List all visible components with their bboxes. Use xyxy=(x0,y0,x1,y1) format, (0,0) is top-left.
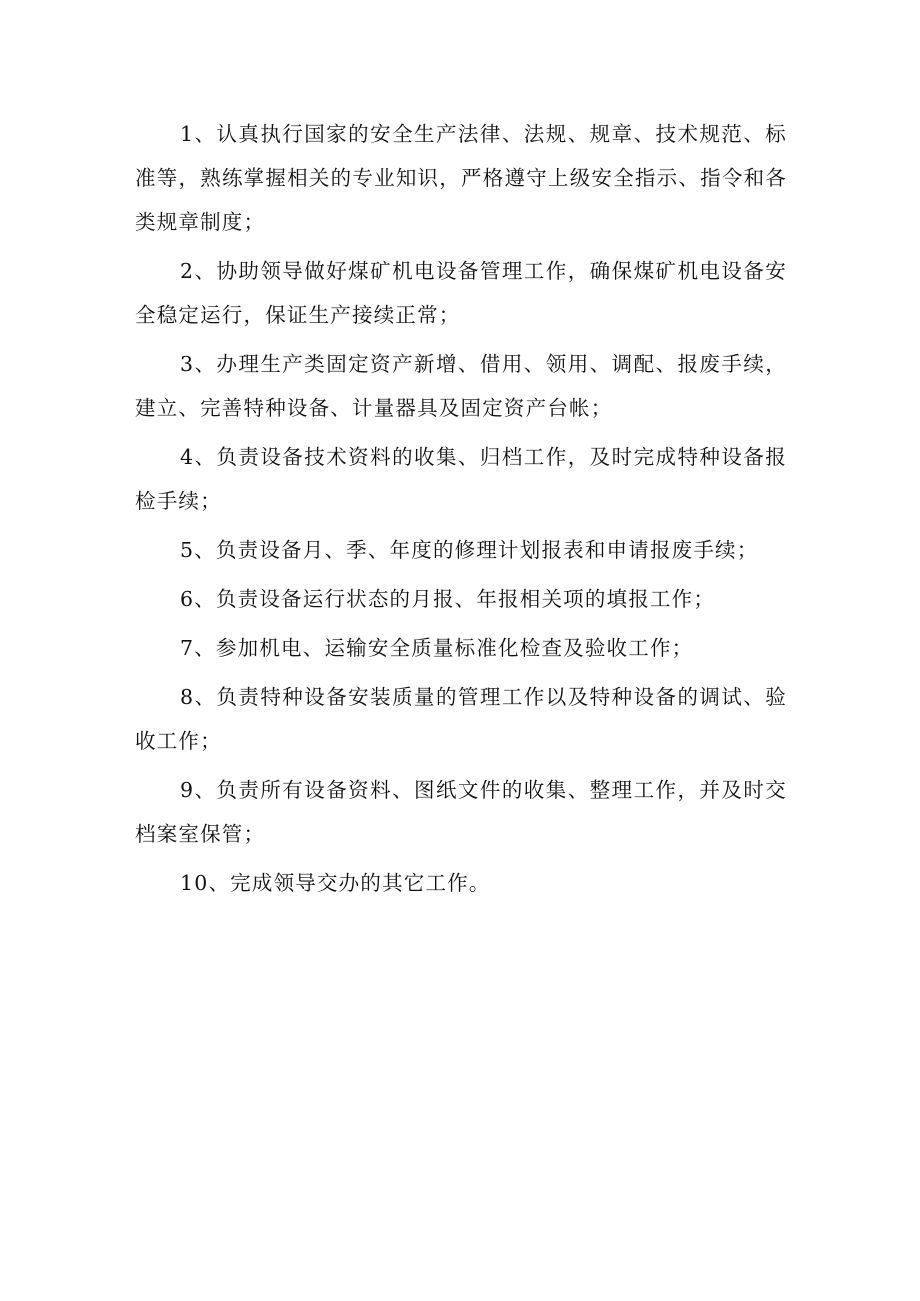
list-item: 5、负责设备月、季、年度的修理计划报表和申请报废手续； xyxy=(180,538,759,562)
list-item: 1、认真执行国家的安全生产法律、法规、规章、技术规范、标准等，熟练掌握相关的专业知识，严格遵守上级安全指示、指令和各类规章制度； xyxy=(135,122,787,234)
list-item: 3、办理生产类固定资产新增、借用、领用、调配、报废手续，建立、完善特种设备、计量器具及固定资产台帐； xyxy=(135,352,787,420)
list-item: 4、负责设备技术资料的收集、归档工作，及时完成特种设备报检手续； xyxy=(135,445,787,513)
list-item: 6、负责设备运行状态的月报、年报相关项的填报工作； xyxy=(180,587,716,611)
list-item: 7、参加机电、运输安全质量标准化检查及验收工作； xyxy=(180,636,694,660)
list-item: 8、负责特种设备安装质量的管理工作以及特种设备的调试、验收工作； xyxy=(135,685,787,753)
list-item: 2、协助领导做好煤矿机电设备管理工作，确保煤矿机电设备安全稳定运行，保证生产接续正常； xyxy=(135,259,787,327)
document-body xyxy=(135,112,787,910)
list-item: 10、完成领导交办的其它工作。 xyxy=(180,871,491,895)
list-item: 9、负责所有设备资料、图纸文件的收集、整理工作，并及时交档案室保管； xyxy=(135,778,787,846)
